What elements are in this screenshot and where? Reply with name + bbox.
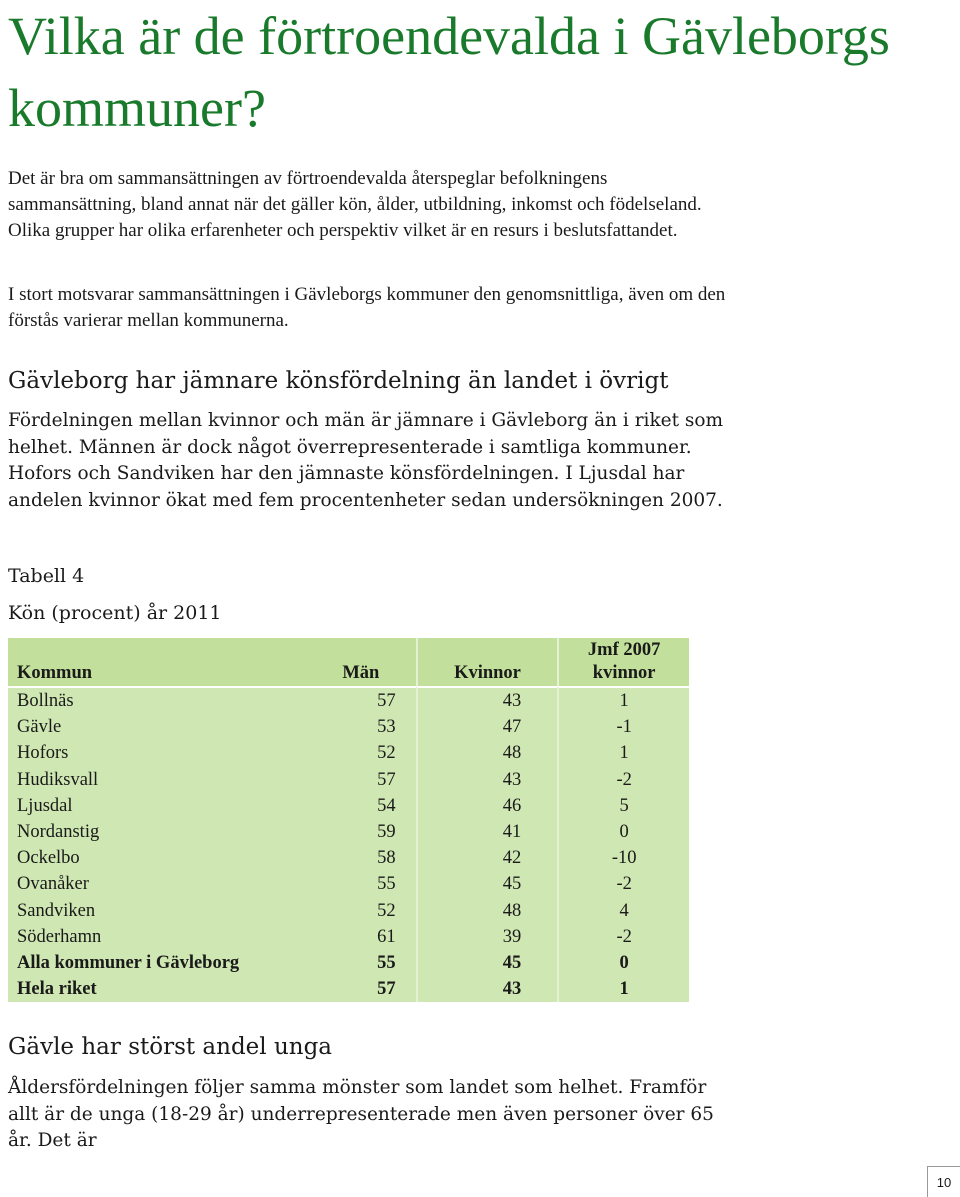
cell-man: 58	[377, 848, 396, 869]
cell-man: 57	[377, 979, 396, 1000]
page-number: 10	[927, 1166, 960, 1197]
intro-paragraph-1: Det är bra om sammansättningen av förtroendevalda återspeglar befolkningens sammansättning, bland annat när det gäller kön, ålder, utbildning, inkomst och födelseland. Olika grupper har olika erfarenheter och perspektiv vilket är en resurs i beslutsfattandet.	[8, 168, 702, 241]
cell-jmf: -10	[557, 845, 689, 871]
cell-man: 55	[377, 874, 396, 895]
header-kvinnor: Kvinnor	[416, 638, 558, 686]
cell-kvinnor: 47	[416, 714, 558, 740]
table-row	[8, 686, 689, 714]
cell-kvinnor: 39	[416, 924, 558, 950]
cell-man: 55	[377, 953, 396, 974]
cell-kvinnor: 43	[416, 767, 558, 793]
cell-kommun: Gävle	[17, 717, 62, 738]
cell-kommun: Bollnäs	[8, 686, 306, 714]
table-row	[8, 950, 689, 976]
cell-kvinnor: 45	[416, 950, 558, 976]
cell-kvinnor: 46	[416, 793, 558, 819]
cell-kvinnor: 45	[416, 871, 558, 897]
cell-kommun: Alla kommuner i Gävleborg	[17, 953, 240, 974]
table-row	[8, 845, 689, 871]
header-jmf-line2: kvinnor	[592, 663, 656, 683]
cell-man: 59	[377, 822, 396, 843]
cell-jmf: 5	[557, 793, 689, 819]
cell-kommun: Hudiksvall	[17, 769, 99, 790]
table-row	[8, 740, 689, 766]
table-body	[8, 686, 689, 1002]
cell-kommun: Sandviken	[17, 900, 96, 921]
cell-kommun: Ovanåker	[17, 874, 89, 895]
table-row	[8, 767, 689, 793]
cell-jmf: 1	[557, 740, 689, 766]
cell-kommun: Ockelbo	[17, 848, 80, 869]
cell-man: 54	[377, 795, 396, 816]
cell-jmf: -1	[557, 714, 689, 740]
table-header-row	[8, 638, 689, 686]
cell-jmf: 1	[557, 976, 689, 1002]
table-caption: Kön (procent) år 2011	[8, 602, 222, 624]
section-body-gender: Fördelningen mellan kvinnor och män är jämnare i Gävleborg än i riket som helhet. Männen är dock något överrepresenterade i samtliga kommuner. Hofors och Sandviken har den jämnaste könsfördelningen. I Ljusdal har andelen kvinnor ökat med fem procentenheter sedan undersökningen 2007.	[8, 410, 724, 511]
intro-paragraph-2: I stort motsvarar sammansättningen i Gävleborgs kommuner den genomsnittliga, även om den förstås varierar mellan kommunerna.	[8, 284, 726, 331]
cell-jmf: 0	[557, 950, 689, 976]
header-jmf	[557, 638, 689, 686]
section-heading-gender: Gävleborg har jämnare könsfördelning än landet i övrigt	[8, 368, 669, 394]
cell-kvinnor: 43	[416, 686, 558, 714]
section-body-age: Åldersfördelningen följer samma mönster som landet som helhet. Framför allt är de unga (18-29 år) underrepresenterade men även personer över 65 år. Det är	[8, 1077, 714, 1151]
cell-kvinnor: 48	[416, 898, 558, 924]
cell-jmf: 4	[557, 898, 689, 924]
header-man: Män	[306, 638, 416, 686]
cell-jmf: -2	[557, 871, 689, 897]
cell-man: 57	[306, 686, 416, 714]
cell-kommun: Hofors	[17, 743, 69, 764]
cell-man: 61	[377, 926, 396, 947]
cell-jmf: -2	[557, 767, 689, 793]
table-row	[8, 793, 689, 819]
cell-jmf: 0	[557, 819, 689, 845]
table-label: Tabell 4	[8, 565, 85, 587]
cell-kommun: Söderhamn	[17, 926, 102, 947]
table-row	[8, 976, 689, 1002]
cell-man: 53	[377, 717, 396, 738]
cell-kvinnor: 48	[416, 740, 558, 766]
table-row	[8, 924, 689, 950]
table-row	[8, 898, 689, 924]
cell-kommun: Nordanstig	[17, 822, 100, 843]
header-jmf-line1: Jmf 2007	[587, 640, 661, 660]
section-heading-age: Gävle har störst andel unga	[8, 1034, 333, 1060]
cell-kommun: Ljusdal	[17, 795, 73, 816]
cell-man: 57	[377, 769, 396, 790]
cell-kvinnor: 43	[416, 976, 558, 1002]
page-title: Vilka är de förtroendevalda i Gävleborgs kommuner?	[8, 6, 890, 138]
cell-kvinnor: 42	[416, 845, 558, 871]
table-row	[8, 871, 689, 897]
cell-man: 52	[377, 743, 396, 764]
cell-kvinnor: 41	[416, 819, 558, 845]
cell-man: 52	[377, 900, 396, 921]
cell-jmf: 1	[557, 686, 689, 714]
header-kommun: Kommun	[8, 638, 306, 686]
table-row	[8, 819, 689, 845]
cell-jmf: -2	[557, 924, 689, 950]
table-row	[8, 714, 689, 740]
cell-kommun: Hela riket	[17, 979, 97, 1000]
gender-table	[8, 638, 689, 1002]
